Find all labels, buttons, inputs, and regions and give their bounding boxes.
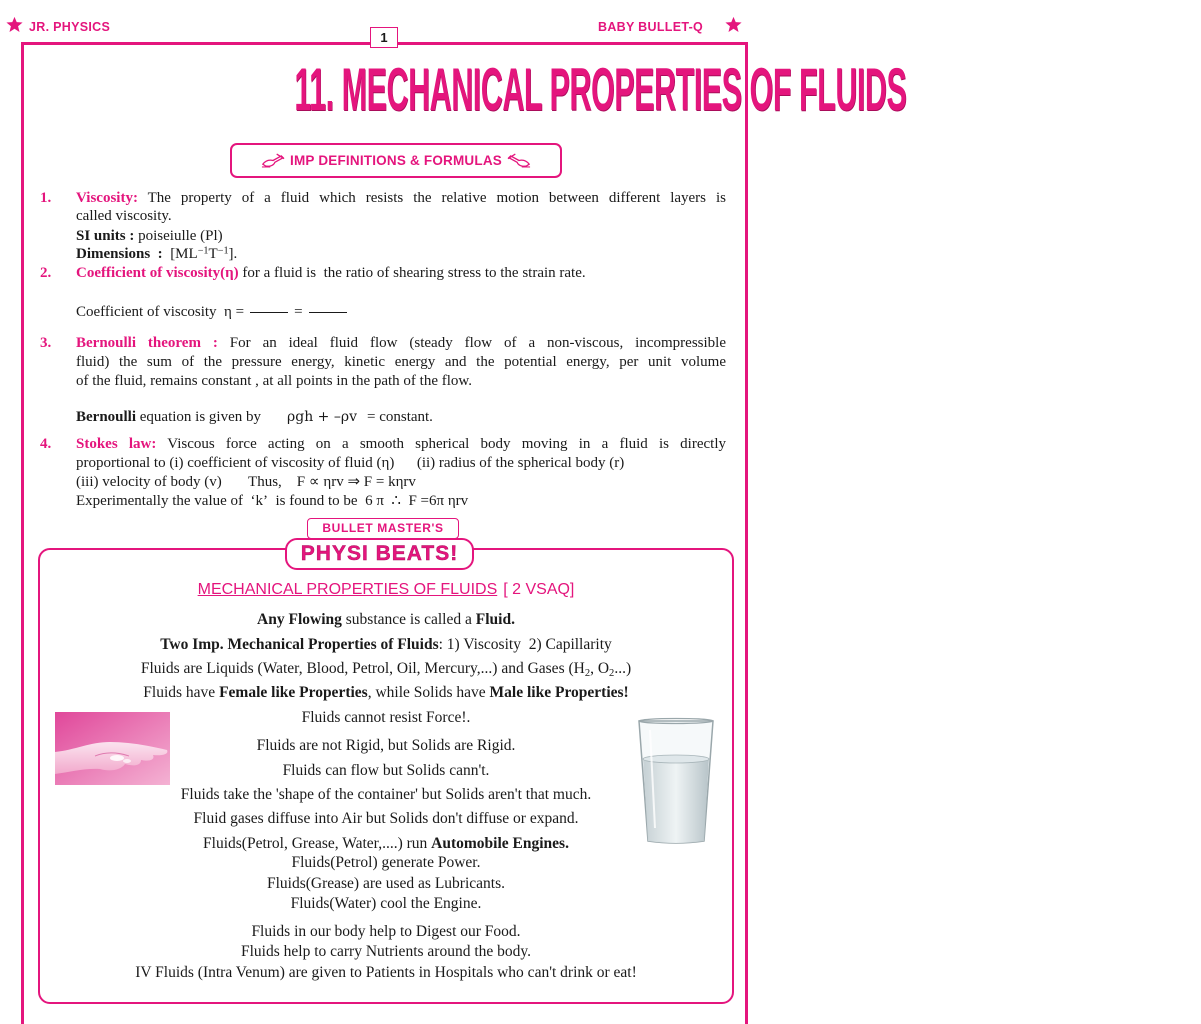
physi-beats-heading-text: MECHANICAL PROPERTIES OF FLUIDS xyxy=(197,581,498,598)
viscosity-formula xyxy=(76,302,726,322)
text-segment: : 1) Viscosity 2) Capillarity xyxy=(438,636,612,653)
term-label: Viscosity: xyxy=(76,190,138,206)
text-segment: proportional to (i) coefficient of viscosity of fluid (η) (ii) radius of the spherical body (r) xyxy=(76,455,625,471)
writing-hand-icon xyxy=(261,153,285,168)
fraction-bar xyxy=(309,312,347,313)
physi-beats-line xyxy=(38,785,734,805)
bold-phrase: Fluid. xyxy=(475,611,515,628)
physi-beats-line xyxy=(38,874,734,894)
text-segment: Viscous force acting on a smooth spherical body moving in a fluid is directly xyxy=(156,436,726,452)
bold-phrase: Female like Properties xyxy=(219,684,368,701)
definition-line xyxy=(76,226,726,246)
series-label: BABY BULLET-Q xyxy=(598,20,704,34)
physi-beats-line xyxy=(38,683,734,703)
term-label: Coefficient of viscosity(η) xyxy=(76,265,239,281)
text-segment: Fluid gases diffuse into Air but Solids don't diffuse or expand. xyxy=(193,810,579,827)
definition-line xyxy=(76,352,726,372)
physi-beats-line xyxy=(38,610,734,630)
text-segment: Fluids take the 'shape of the container' but Solids aren't that much. xyxy=(180,786,592,803)
section-pill xyxy=(230,143,562,178)
text-segment: Fluids(Petrol, Grease, Water,....) run xyxy=(203,835,432,852)
definition-line xyxy=(76,206,726,226)
equation-rhs: = constant. xyxy=(366,409,433,425)
text-segment: T xyxy=(208,246,218,262)
physi-beats-tag: PHYSI BEATS! xyxy=(285,538,474,570)
text-segment: poiseiulle (Pl) xyxy=(134,228,223,244)
physi-beats-heading xyxy=(38,580,734,600)
text-segment: Fluids(Petrol) generate Power. xyxy=(291,854,481,871)
bold-phrase: Dimensions : xyxy=(76,246,163,262)
writing-hand-icon xyxy=(507,153,531,168)
term-label: Stokes law: xyxy=(76,436,157,452)
text-segment: Fluids are not Rigid, but Solids are Rigid. xyxy=(256,737,516,754)
equation-expression: ρgh + –ρv xyxy=(287,409,357,425)
physi-beats-heading-tag: [ 2 VSAQ] xyxy=(503,581,575,598)
star-icon xyxy=(725,16,742,33)
text-segment: The property of a fluid which resists the relative motion between different layers is xyxy=(137,190,726,206)
page-border-left xyxy=(21,42,24,1024)
text-segment: called viscosity. xyxy=(76,208,172,224)
text-segment: of the fluid, remains constant , at all points in the path of the flow. xyxy=(76,373,473,389)
text-segment: ]. xyxy=(228,246,238,262)
text-segment: Fluids cannot resist Force!. xyxy=(301,709,471,726)
bold-phrase: Two Imp. Mechanical Properties of Fluids xyxy=(160,636,439,653)
page-number: 1 xyxy=(370,27,398,48)
equation-lead xyxy=(76,409,261,425)
definition-line xyxy=(76,188,726,208)
section-pill-label: IMP DEFINITIONS & FORMULAS xyxy=(290,153,502,168)
text-segment: Fluids help to carry Nutrients around the body. xyxy=(241,943,531,960)
formula-equals: = xyxy=(294,304,303,320)
text-segment: Fluids(Grease) are used as Lubricants. xyxy=(266,875,506,892)
chapter-title-container xyxy=(0,56,907,123)
text-segment: IV Fluids (Intra Venum) are given to Patients in Hospitals who can't drink or eat! xyxy=(135,964,637,981)
hand-illustration xyxy=(55,712,170,785)
definition-line xyxy=(76,333,726,353)
text-segment: for a fluid is the ratio of shearing stress to the strain rate. xyxy=(238,265,586,281)
text-segment: −1 xyxy=(217,245,229,257)
text-segment: Fluids in our body help to Digest our Food. xyxy=(251,923,521,940)
chapter-title: 11. MECHANICAL PROPERTIES OF FLUIDS xyxy=(294,56,907,123)
text-segment: , while Solids have xyxy=(367,684,490,701)
physi-beats-line xyxy=(38,853,734,873)
definition-number: 2. xyxy=(40,265,52,281)
text-segment: Fluids have xyxy=(143,684,220,701)
physi-beats-line xyxy=(38,894,734,914)
definition-line xyxy=(76,434,726,454)
text-segment: 2 xyxy=(584,667,591,679)
text-segment: Experimentally the value of ‘k’ is found to be 6 π ∴ F =6π ηrv xyxy=(76,493,469,509)
bernoulli-equation xyxy=(76,407,726,427)
definition-line xyxy=(76,472,726,492)
text-segment: ...) xyxy=(614,660,632,677)
text-segment: substance is called a xyxy=(341,611,476,628)
text-segment: , O xyxy=(590,660,610,677)
text-segment: −1 xyxy=(197,245,209,257)
text-segment: Fluids can flow but Solids cann't. xyxy=(282,762,490,779)
fraction-bar xyxy=(250,312,288,313)
text-segment: equation is given by xyxy=(136,409,261,425)
term-label: Bernoulli theorem : xyxy=(76,335,218,351)
star-icon xyxy=(6,16,23,33)
text-segment: fluid) the sum of the pressure energy, kinetic energy and the potential energy, per unit volume xyxy=(76,354,726,370)
bold-phrase: Automobile Engines. xyxy=(431,835,569,852)
bold-phrase: SI units : xyxy=(76,228,135,244)
text-segment: [ML xyxy=(162,246,198,262)
definition-line xyxy=(76,453,726,473)
physi-beats-line xyxy=(38,834,734,854)
text-segment: 2 xyxy=(609,667,615,679)
water-glass-illustration xyxy=(636,718,716,846)
definition-number: 3. xyxy=(40,335,52,351)
bold-phrase: Bernoulli xyxy=(76,409,137,425)
bullet-masters-tag: BULLET MASTER'S xyxy=(307,518,459,539)
definition-line xyxy=(76,491,726,511)
physi-beats-line xyxy=(38,809,734,829)
formula-lhs: Coefficient of viscosity η = xyxy=(76,304,245,320)
bold-phrase: Any Flowing xyxy=(257,611,342,628)
text-segment: Fluids are Liquids (Water, Blood, Petrol, Oil, Mercury,...) and Gases (H xyxy=(140,660,585,677)
text-segment: For an ideal fluid flow (steady flow of a non-viscous, incompressible xyxy=(217,335,726,351)
physi-beats-line xyxy=(38,963,734,983)
page-border-right xyxy=(745,42,748,1024)
physi-beats-line xyxy=(38,659,734,679)
definition-line xyxy=(76,371,726,391)
physi-beats-line xyxy=(38,922,734,942)
physi-beats-line xyxy=(38,942,734,962)
bold-phrase: Male like Properties! xyxy=(489,684,629,701)
definition-line xyxy=(76,263,726,283)
definition-number: 4. xyxy=(40,436,52,452)
definition-number: 1. xyxy=(40,190,52,206)
subject-label: JR. PHYSICS xyxy=(29,20,111,34)
text-segment: Fluids(Water) cool the Engine. xyxy=(290,895,482,912)
definition-line xyxy=(76,244,726,264)
physi-beats-line xyxy=(38,635,734,655)
text-segment: (iii) velocity of body (v) Thus, F ∝ ηrv ⇒ F = kηrv xyxy=(76,474,416,490)
